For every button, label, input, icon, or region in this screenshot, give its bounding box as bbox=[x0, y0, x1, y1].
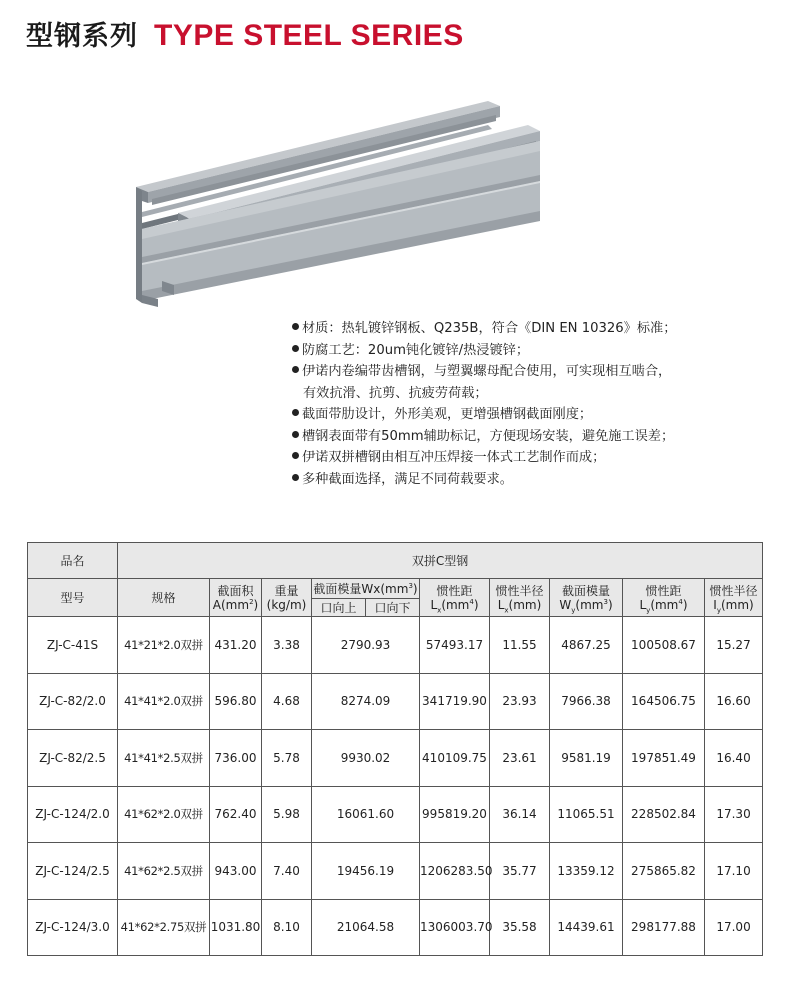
feature-item: 防腐工艺：20um钝化镀锌/热浸镀锌； bbox=[292, 340, 792, 362]
bullet-icon bbox=[292, 431, 299, 438]
feature-item: 伊诺内卷编带齿槽钢，与塑翼螺母配合使用，可实现相互啮合， 有效抗滑、抗剪、抗疲劳荷载； bbox=[292, 361, 792, 404]
spec-table bbox=[27, 542, 763, 956]
table-row: ZJ-C-124/2.5 41*62*2.5双拼 943.00 7.40 19456.19 1206283.50 35.77 13359.12 275865.82 17.10 bbox=[28, 843, 763, 900]
feature-item: 槽钢表面带有50mm辅助标记，方便现场安装，避免施工误差； bbox=[292, 426, 792, 448]
col-wx-up: 口向上 bbox=[312, 599, 366, 617]
table-row: ZJ-C-41S 41*21*2.0双拼 431.20 3.38 2790.93 57493.17 11.55 4867.25 100508.67 15.27 bbox=[28, 617, 763, 674]
table-row: ZJ-C-82/2.5 41*41*2.5双拼 736.00 5.78 9930.02 410109.75 23.61 9581.19 197851.49 16.40 bbox=[28, 730, 763, 787]
col-lx: 惯性距 $L_x(mm^4)$ bbox=[420, 579, 490, 617]
bullet-icon bbox=[292, 474, 299, 481]
col-spec: 规格 bbox=[118, 579, 210, 617]
table-row: ZJ-C-82/2.0 41*41*2.0双拼 596.80 4.68 8274.09 341719.90 23.93 7966.38 164506.75 16.60 bbox=[28, 673, 763, 730]
title-english: TYPE STEEL SERIES bbox=[154, 19, 464, 52]
bullet-icon bbox=[292, 345, 299, 352]
col-ix: 惯性半径 $L_x(mm)$ bbox=[490, 579, 550, 617]
page-title bbox=[26, 14, 464, 53]
col-wx: 截面模量$Wx(mm^3)$ bbox=[312, 579, 420, 599]
col-model: 型号 bbox=[28, 579, 118, 617]
bullet-icon bbox=[292, 366, 299, 373]
bullet-icon bbox=[292, 409, 299, 416]
feature-item: 伊诺双拼槽钢由相互冲压焊接一体式工艺制作而成； bbox=[292, 447, 792, 469]
bullet-icon bbox=[292, 452, 299, 459]
feature-item: 截面带肋设计，外形美观，更增强槽钢截面刚度； bbox=[292, 404, 792, 426]
product-name-label: 品名 bbox=[28, 543, 118, 579]
bullet-icon bbox=[292, 323, 299, 330]
table-row: ZJ-C-124/2.0 41*62*2.0双拼 762.40 5.98 16061.60 995819.20 36.14 11065.51 228502.84 17.30 bbox=[28, 786, 763, 843]
col-iy: 惯性半径 $I_y(mm)$ bbox=[705, 579, 763, 617]
feature-list bbox=[292, 318, 792, 490]
col-area: 截面积 $A(mm^2)$ bbox=[210, 579, 262, 617]
feature-item: 材质：热轧镀锌钢板、Q235B，符合《DIN EN 10326》标准； bbox=[292, 318, 792, 340]
col-wx-down: 口向下 bbox=[366, 599, 420, 617]
steel-channel-image bbox=[128, 95, 548, 310]
table-row: ZJ-C-124/3.0 41*62*2.75双拼 1031.80 8.10 21064.58 1306003.70 35.58 14439.61 298177.88 17.00 bbox=[28, 899, 763, 956]
feature-item: 多种截面选择，满足不同荷载要求。 bbox=[292, 469, 792, 491]
col-ly: 惯性距 $L_y(mm^4)$ bbox=[623, 579, 705, 617]
title-chinese: 型钢系列 bbox=[26, 21, 138, 52]
col-weight: 重量 (kg/m) bbox=[262, 579, 312, 617]
product-name-value: 双拼C型钢 bbox=[118, 543, 763, 579]
col-wy: 截面模量 $W_y(mm^3)$ bbox=[550, 579, 623, 617]
